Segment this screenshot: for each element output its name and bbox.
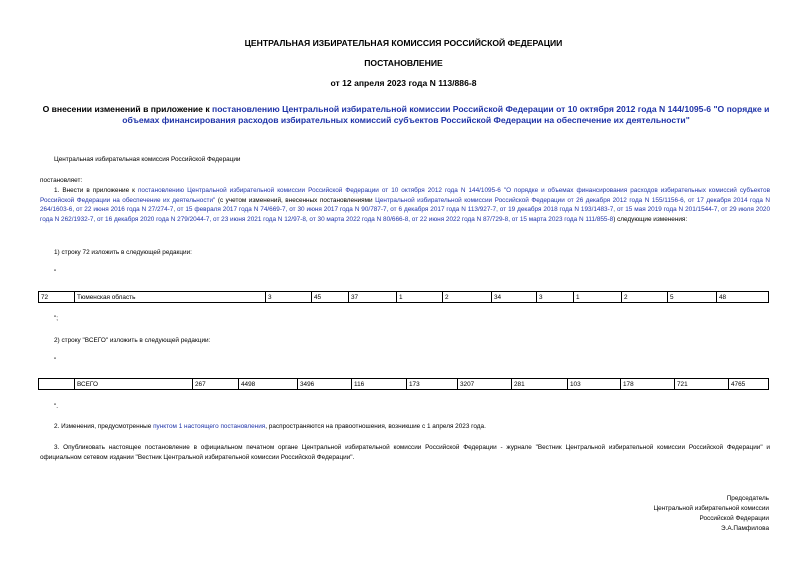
- table-cell: 3: [537, 292, 574, 303]
- table-cell: ВСЕГО: [75, 379, 193, 390]
- resolves-text: постановляет:: [40, 177, 83, 184]
- title-prefix: О внесении изменений в приложение к: [42, 104, 213, 114]
- table-cell: [39, 379, 75, 390]
- table-row: [39, 292, 769, 303]
- signature-title: Председатель: [726, 495, 769, 502]
- item-1-link-amendments[interactable]: Центральной избирательной комиссии Российской Федерации от 26 декабря 2012 года N 155/1156-6, от 17 декабря 2014 года N 264/1603-6, от 22 июня 2016 года N 27/274-7, от 15 февраля 2017 года N 74/669-7, от 30 июня 2017 года N 90/787-7, от 6 декабря 2017 года N 113/927-7, от 19 декабря 2018 года N 193/1483-7, от 15 мая 2019 года N 201/1544-7, от 29 июля 2020 года N 262/1932-7, от 16 декабря 2020 года N 279/2044-7, от 23 июня 2021 года N 12/97-8, от 30 марта 2022 года N 80/666-8, от 22 июня 2022 года N 87/729-8, от 15 марта 2023 года N 111/855-8: [40, 196, 770, 223]
- table-cell: Тюменская область: [75, 292, 266, 303]
- table-cell: 72: [39, 292, 75, 303]
- table-cell: 37: [349, 292, 397, 303]
- table-cell: 4498: [239, 379, 298, 390]
- signature-block: [653, 494, 769, 534]
- table-row: [39, 379, 769, 390]
- subitem-1-text: 1) строку 72 изложить в следующей редакции:: [54, 249, 192, 256]
- title-link[interactable]: постановлению Центральной избирательной комиссии Российской Федерации от 10 октября 2012 года N 144/1095-6 "О порядке и объемах финансирования расходов избирательных комиссий субъектов Российской Федерации на обеспечение их деятельности": [122, 104, 770, 125]
- subitem-2-text: 2) строку "ВСЕГО" изложить в следующей редакции:: [54, 337, 211, 344]
- table-cell: 34: [492, 292, 537, 303]
- issuer-text: Центральная избирательная комиссия Российской Федерации: [54, 156, 241, 163]
- table-cell: 267: [193, 379, 239, 390]
- table-cell: 48: [717, 292, 769, 303]
- item-1-link-main[interactable]: постановлению Центральной избирательной комиссии Российской Федерации от 10 октября 2012 года N 144/1095-6 "О порядке и объемах финансирования расходов избирательных комиссий субъектов Российской Федерации на обеспечение их деятельности": [40, 187, 770, 204]
- table-cell: 45: [312, 292, 349, 303]
- table-cell: 5: [668, 292, 717, 303]
- table-cell: 3496: [298, 379, 352, 390]
- org-heading: ЦЕНТРАЛЬНАЯ ИЗБИРАТЕЛЬНАЯ КОМИССИЯ РОССИЙСКОЙ ФЕДЕРАЦИИ: [244, 38, 563, 48]
- signature-org: Центральной избирательной комиссии: [653, 505, 769, 512]
- item-2-link[interactable]: пунктом 1 настоящего постановления: [153, 423, 266, 430]
- close-quote-2: ".: [54, 403, 59, 410]
- table-cell: 4765: [729, 379, 769, 390]
- item-1-paragraph: [40, 186, 770, 224]
- table-cell: 116: [352, 379, 407, 390]
- date-number-heading: от 12 апреля 2023 года N 113/886-8: [330, 78, 477, 88]
- table-cell: 173: [407, 379, 458, 390]
- signature-name: Э.А.Памфилова: [720, 525, 769, 532]
- table-cell: 1: [397, 292, 443, 303]
- item-1-start: 1. Внести в приложение к: [54, 187, 138, 194]
- open-quote-1: ": [54, 269, 57, 276]
- item-1-mid: (с учетом изменений, внесенных постановлениями: [215, 196, 376, 204]
- table-cell: 178: [621, 379, 675, 390]
- open-quote-2: ": [54, 357, 57, 364]
- item-2-end: , распространяются на правоотношения, возникшие с 1 апреля 2023 года.: [265, 423, 486, 430]
- table-cell: 2: [622, 292, 668, 303]
- doctype-heading: ПОСТАНОВЛЕНИЕ: [364, 58, 443, 68]
- table-cell: 3207: [458, 379, 512, 390]
- item-3-paragraph: 3. Опубликовать настоящее постановление в официальном печатном органе Центральной избирательной комиссии Российской Федерации - журнале "Вестник Центральной избирательной комиссии Российской Федерации" и официальном сетевом издании "Вестник Центральной избирательной комиссии Российской Федерации".: [40, 444, 770, 461]
- close-quote-1: ";: [54, 315, 59, 322]
- table-cell: 3: [266, 292, 312, 303]
- item-1-end: ) следующие изменения:: [613, 215, 688, 223]
- table-cell: 103: [568, 379, 621, 390]
- table-cell: 721: [675, 379, 729, 390]
- document-title: [36, 104, 776, 126]
- table-cell: 1: [574, 292, 622, 303]
- row-total-table: [38, 378, 769, 390]
- table-cell: 281: [512, 379, 568, 390]
- table-cell: 2: [443, 292, 492, 303]
- row-72-table: [38, 291, 769, 303]
- item-2-start: 2. Изменения, предусмотренные: [54, 423, 154, 430]
- signature-country: Российской Федерации: [699, 515, 769, 522]
- item-2-paragraph: [54, 422, 486, 432]
